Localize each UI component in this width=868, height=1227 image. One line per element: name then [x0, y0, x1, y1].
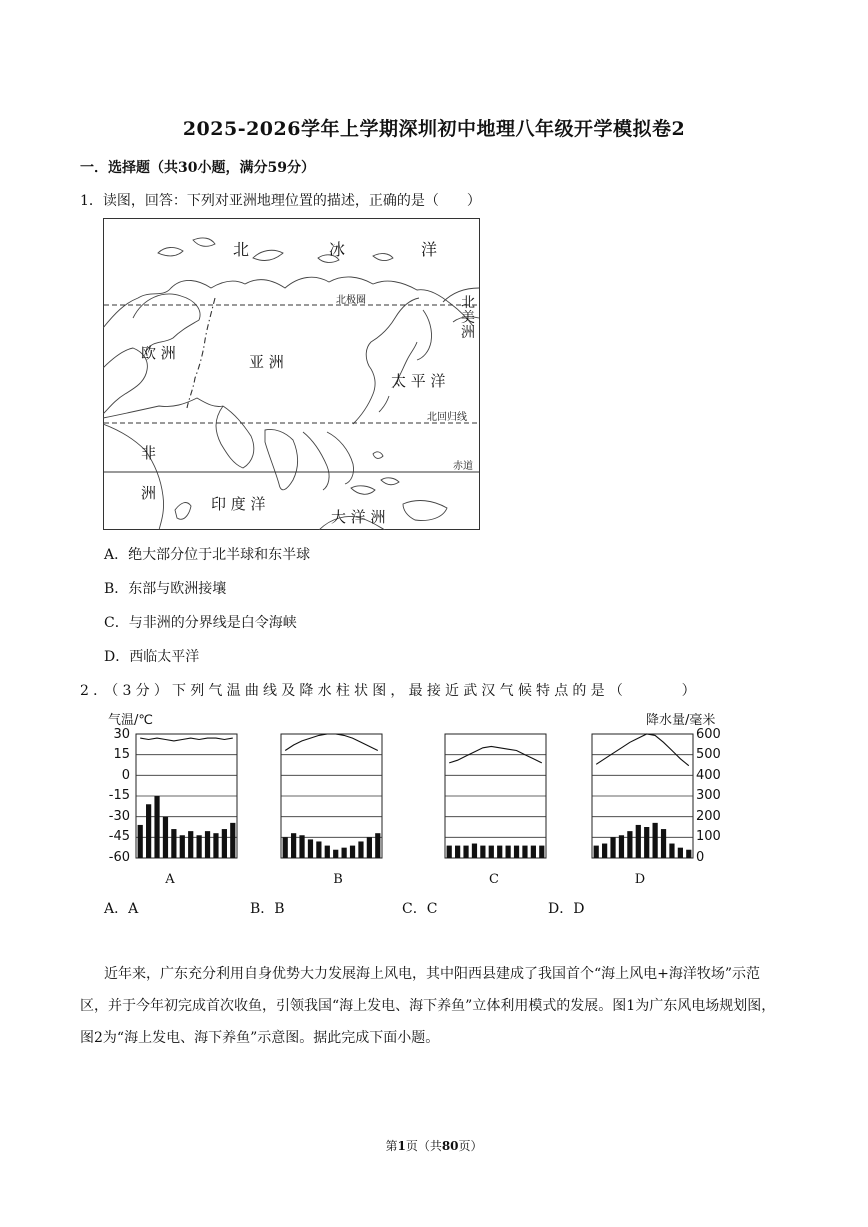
temp-line-D: [596, 734, 689, 766]
right-tick-2: 400: [696, 768, 721, 783]
page-footer: [0, 1137, 868, 1154]
precip-bar-A-7: [188, 831, 193, 858]
right-tick-3: 300: [696, 788, 721, 803]
left-tick-4: -30: [108, 809, 130, 824]
precip-bar-D-3: [610, 837, 615, 858]
map-label-na-3: 洲: [461, 325, 475, 341]
right-axis-title: 降水量/毫米: [646, 713, 716, 728]
question-1-stem: 1．读图，回答：下列对亚洲地理位置的描述，正确的是（ ）: [80, 193, 481, 209]
footer-mid: 页（共: [405, 1139, 442, 1153]
right-tick-6: 0: [696, 850, 705, 865]
left-tick-5: -45: [108, 829, 130, 844]
precip-bar-C-5: [480, 846, 485, 858]
precip-bar-B-11: [367, 837, 372, 858]
map-label-asia: 亚 洲: [249, 353, 284, 371]
precip-bar-C-12: [539, 846, 544, 858]
precip-bar-D-11: [678, 848, 683, 858]
map-label-africa-2: 洲: [141, 484, 157, 502]
chart-label-c: C: [489, 872, 499, 887]
map-label-oceania: 大 洋 洲: [331, 508, 386, 526]
temp-line-B: [285, 734, 378, 751]
map-label-na-2: 美: [461, 310, 475, 326]
left-tick-2: 0: [121, 768, 130, 783]
chart-label-b: B: [333, 872, 343, 887]
precip-bar-C-2: [455, 846, 460, 858]
precip-bar-B-10: [358, 841, 363, 858]
precip-bar-C-9: [514, 846, 519, 858]
precip-bar-A-8: [197, 835, 202, 858]
right-tick-0: 600: [696, 727, 721, 742]
chart-label-d: D: [634, 872, 646, 887]
q2-option-c: C．C: [402, 901, 438, 917]
question-2-stem: 2．（3分）下列气温曲线及降水柱状图，最接近武汉气候特点的是（ ）: [80, 683, 700, 699]
precip-bar-A-5: [171, 829, 176, 858]
precip-bar-B-1: [283, 837, 288, 858]
page-title: 2025-2026学年上学期深圳初中地理八年级开学模拟卷2: [182, 118, 686, 140]
precip-bar-B-2: [291, 833, 296, 858]
precip-bar-C-7: [497, 846, 502, 858]
precip-bar-B-4: [308, 839, 313, 858]
precip-bar-B-8: [342, 848, 347, 858]
precip-bar-A-1: [138, 825, 143, 858]
precip-bar-A-4: [163, 817, 168, 858]
q2-option-b: B．B: [250, 901, 285, 917]
precip-bar-C-10: [522, 846, 527, 858]
map-label-equator: 赤道: [453, 461, 473, 472]
precip-bar-D-12: [686, 850, 691, 858]
left-tick-6: -60: [108, 850, 130, 865]
precip-bar-A-6: [180, 835, 185, 858]
left-tick-1: 15: [113, 747, 130, 762]
left-tick-3: -15: [108, 788, 130, 803]
map-label-arctic-circle: 北极圈: [336, 295, 366, 306]
precip-bar-D-8: [653, 823, 658, 858]
right-tick-4: 200: [696, 809, 721, 824]
q1-option-c: C．与非洲的分界线是白令海峡: [104, 615, 297, 631]
map-label-na-1: 北: [461, 295, 475, 311]
precip-bar-A-12: [230, 823, 235, 858]
precip-bar-C-8: [506, 846, 511, 858]
q1-option-a: A．绝大部分位于北半球和东半球: [104, 547, 311, 563]
precip-bar-B-12: [375, 833, 380, 858]
precip-bar-D-2: [602, 844, 607, 858]
footer-total-pages: 80: [441, 1139, 459, 1153]
map-label-tropic: 北回归线: [427, 412, 467, 423]
left-tick-0: 30: [113, 727, 130, 742]
footer-page-number: 1: [397, 1139, 406, 1153]
precip-bar-B-7: [333, 850, 338, 858]
reading-passage: 近年来，广东充分利用自身优势大力发展海上风电，其中阳西县建成了我国首个“海上风电+海洋牧场”示范区，并于今年初完成首次收鱼，引领我国“海上发电、海下养鱼”立体利用模式的发展。图1为广东风电场规划图，图2为“海上发电、海下养鱼”示意图。据此完成下面小题。: [80, 966, 776, 1046]
precip-bar-D-7: [644, 827, 649, 858]
precip-bar-C-11: [531, 846, 536, 858]
left-axis-title: 气温/℃: [108, 713, 153, 728]
footer-suffix: 页）: [458, 1139, 483, 1153]
precip-bar-B-6: [325, 846, 330, 858]
precip-bar-A-2: [146, 804, 151, 858]
map-label-africa-1: 非: [141, 444, 157, 462]
precip-bar-A-10: [213, 833, 218, 858]
precip-bar-D-6: [636, 825, 641, 858]
precip-bar-C-1: [447, 846, 452, 858]
chart-label-a: A: [165, 872, 175, 887]
map-label-arctic-1: 北: [233, 240, 250, 259]
precip-bar-D-9: [661, 829, 666, 858]
q2-option-d: D．D: [548, 901, 585, 917]
precip-bar-D-1: [594, 846, 599, 858]
q1-option-d: D．西临太平洋: [104, 649, 200, 665]
map-label-europe: 欧 洲: [141, 344, 176, 362]
precip-bar-D-4: [619, 835, 624, 858]
q1-option-b: B．东部与欧洲接壤: [104, 581, 227, 597]
precip-bar-D-5: [627, 831, 632, 858]
map-label-arctic-3: 洋: [421, 240, 438, 259]
map-label-indian-ocean: 印 度 洋: [211, 495, 266, 513]
map-label-pacific: 太 平 洋: [391, 372, 446, 390]
right-tick-5: 100: [696, 829, 721, 844]
map-label-arctic-2: 冰: [329, 240, 346, 259]
temp-line-A: [140, 738, 233, 741]
climate-charts: [100, 708, 725, 888]
asia-map: [103, 218, 480, 530]
precip-bar-B-9: [350, 846, 355, 858]
precip-bar-A-9: [205, 831, 210, 858]
section-header: 一．选择题（共30小题，满分59分）: [80, 160, 315, 176]
footer-prefix: 第: [385, 1139, 398, 1153]
q2-option-a: A．A: [104, 901, 139, 917]
precip-bar-D-10: [669, 844, 674, 858]
right-tick-1: 500: [696, 747, 721, 762]
precip-bar-C-6: [489, 846, 494, 858]
precip-bar-B-5: [316, 841, 321, 858]
precip-bar-C-4: [472, 844, 477, 858]
precip-bar-C-3: [463, 846, 468, 858]
precip-bar-B-3: [299, 835, 304, 858]
precip-bar-A-11: [222, 829, 227, 858]
precip-bar-A-3: [154, 796, 159, 858]
